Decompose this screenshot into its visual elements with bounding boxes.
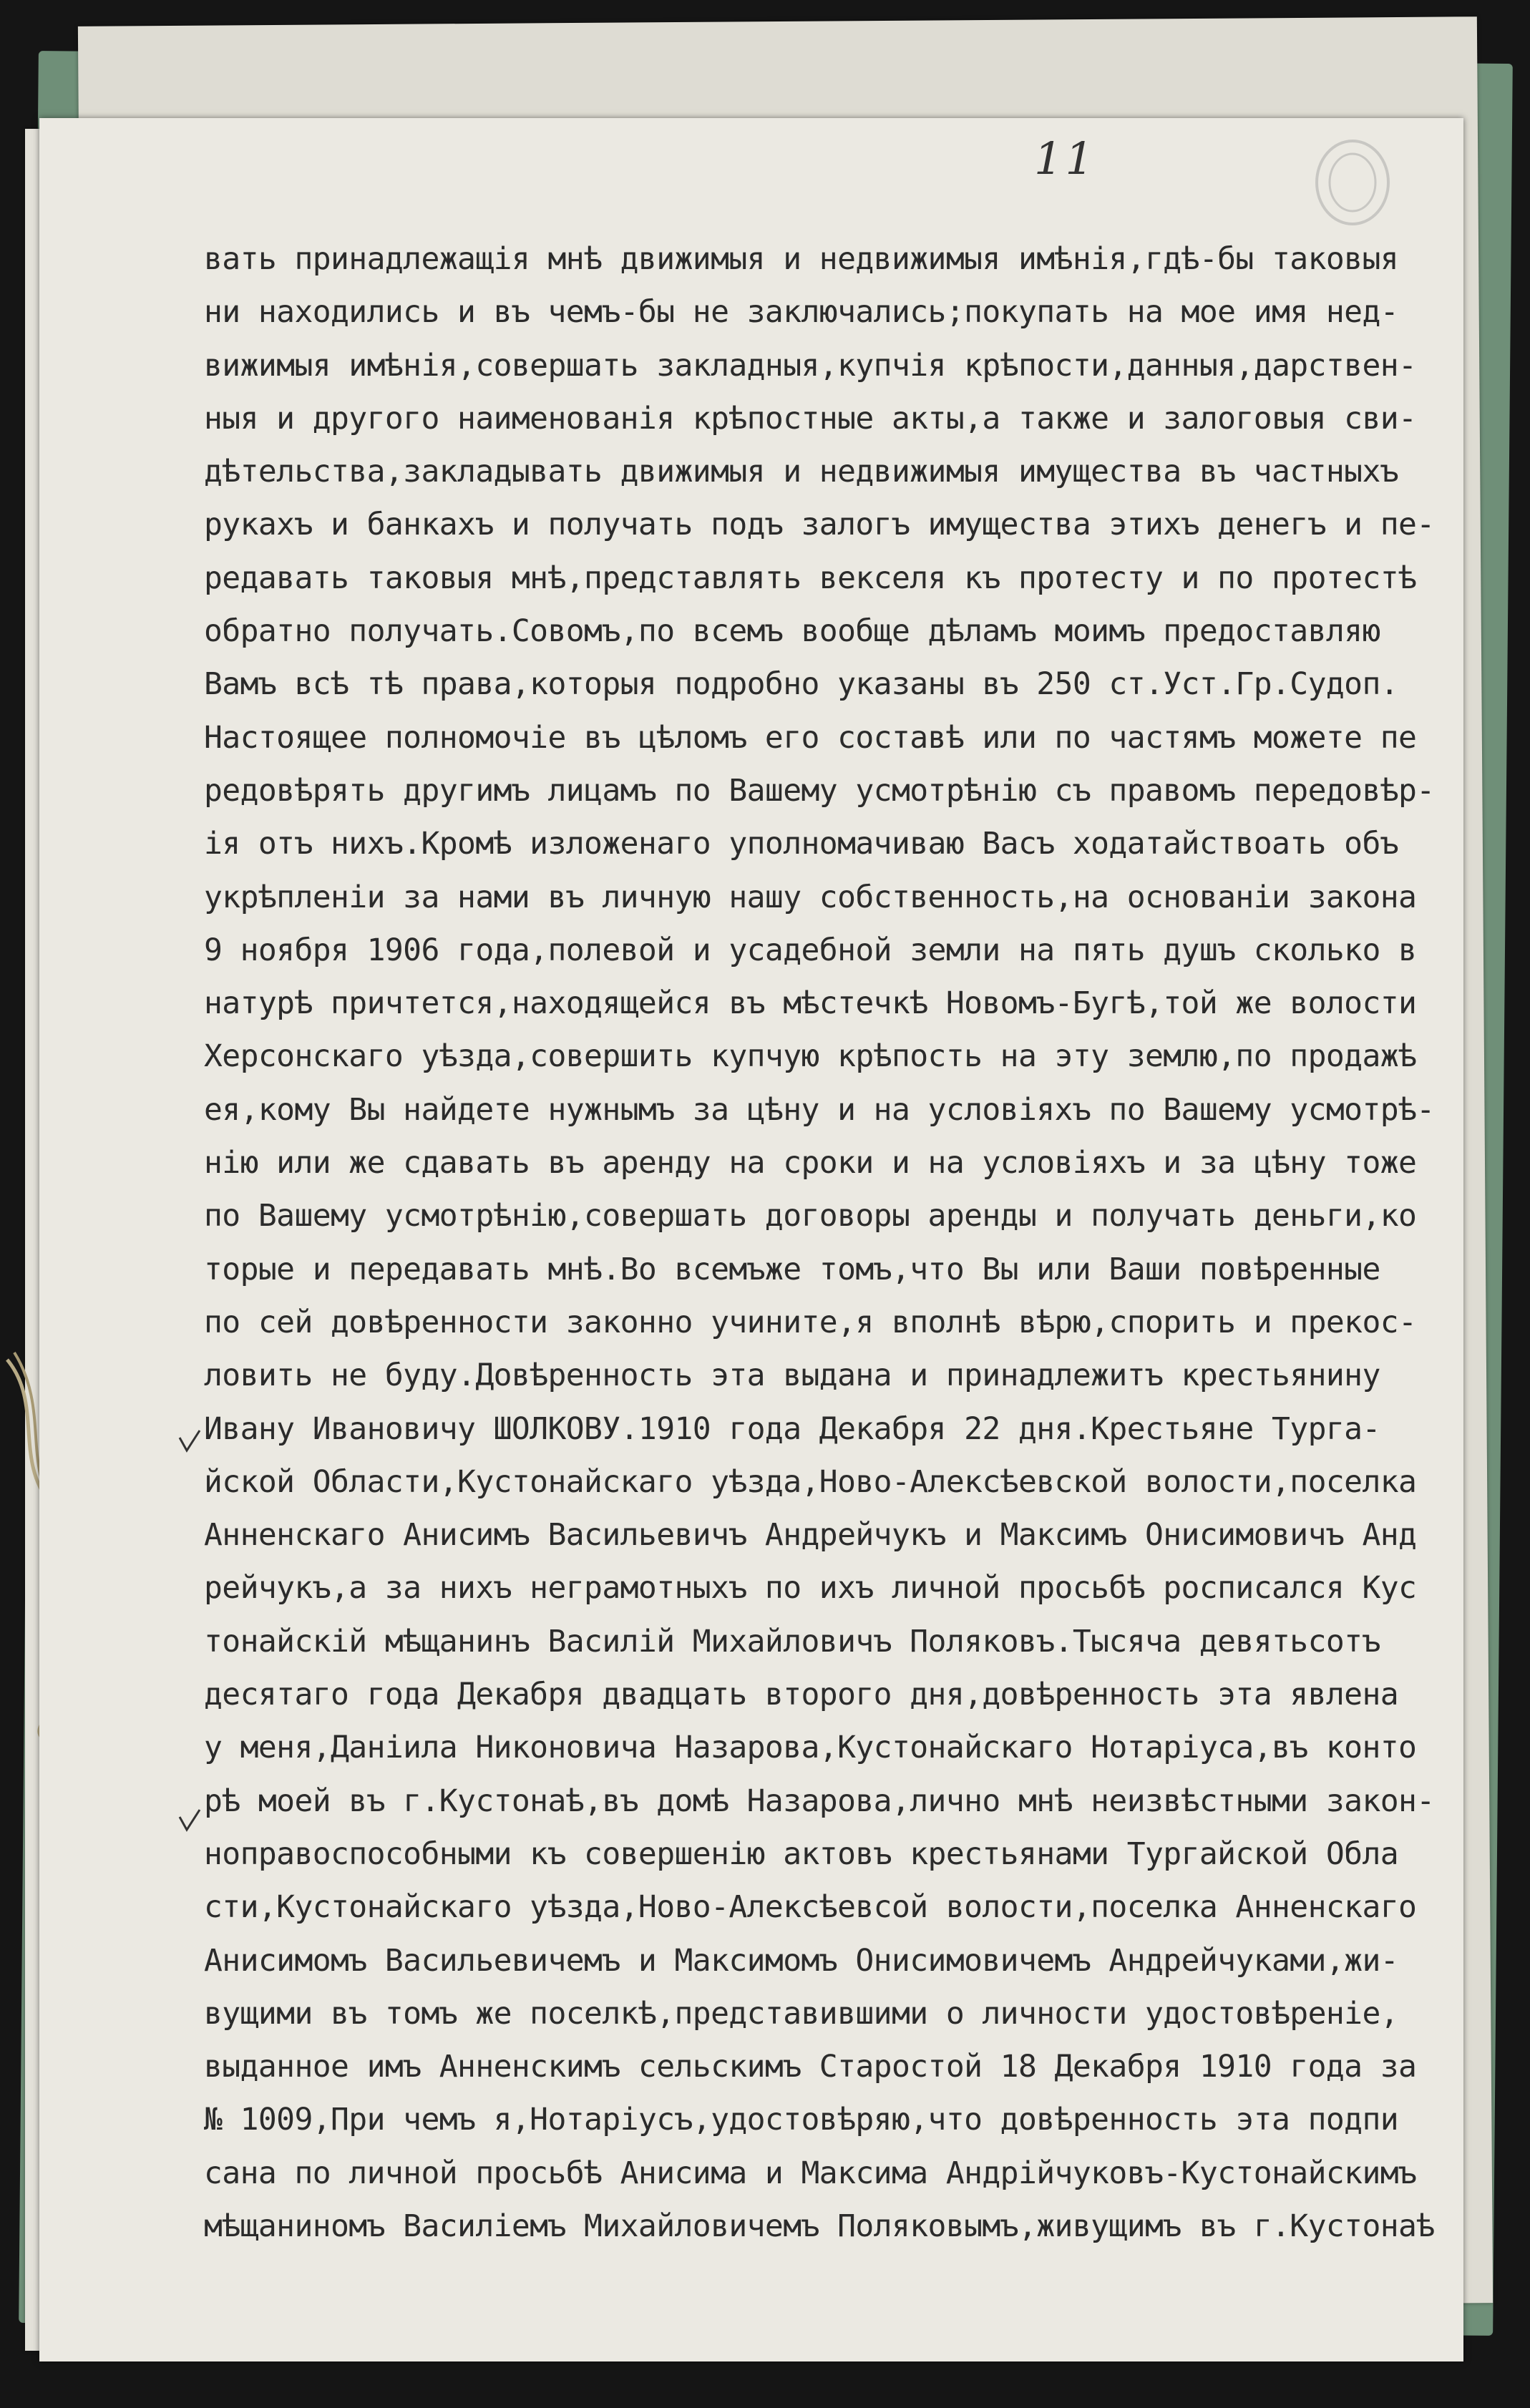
text-line: торые и передавать мнѣ.Во всемъже томъ,что Вы или Ваши повѣренные	[204, 1251, 1380, 1287]
text-line: обратно получать.Совомъ,по всемъ вообще дѣламъ моимъ предоставляю	[204, 613, 1380, 650]
text-line: Ивану Ивановичу ШОЛКОВУ.1910 года Декабря 22 дня.Крестьяне Турга-	[204, 1410, 1380, 1447]
text-line: Анисимомъ Васильевичемъ и Максимомъ Онисимовичемъ Андрейчуками,жи-	[204, 1942, 1399, 1979]
text-line: Херсонскаго уѣзда,совершить купчую крѣпость на эту землю,по продажѣ	[204, 1038, 1417, 1075]
text-line: ія отъ нихъ.Кромѣ изложенаго уполномачиваю Васъ ходатайствоать объ	[204, 826, 1399, 862]
text-line: дѣтельства,закладывать движимыя и недвижимыя имущества въ частныхъ	[204, 454, 1399, 490]
text-line: натурѣ причтется,находящейся въ мѣстечкѣ Новомъ-Бугѣ,той же волости	[204, 985, 1417, 1022]
margin-checkmark	[175, 1428, 204, 1456]
text-line: редавать таковыя мнѣ,представлять векселя къ протесту и по протестѣ	[204, 560, 1417, 596]
text-line: мѣщаниномъ Василіемъ Михайловичемъ Поляковымъ,живущимъ въ г.Кустонаѣ	[204, 2208, 1435, 2244]
text-line: нію или же сдавать въ аренду на сроки и на условіяхъ и за цѣну тоже	[204, 1145, 1417, 1181]
text-line: вущими въ томъ же поселкѣ,представившими о личности удостовѣреніе,	[204, 1995, 1399, 2032]
text-line: ея,кому Вы найдете нужнымъ за цѣну и на условіяхъ по Вашему усмотрѣ-	[204, 1091, 1435, 1128]
text-line: выданное имъ Анненскимъ сельскимъ Старостой 18 Декабря 1910 года за	[204, 2049, 1417, 2085]
text-line: вать принадлежащія мнѣ движимыя и недвижимыя имѣнія,гдѣ-бы таковыя	[204, 241, 1399, 277]
text-line: по Вашему усмотрѣнію,совершать договоры аренды и получать деньги,ко	[204, 1198, 1417, 1234]
document-body	[204, 233, 1435, 2253]
text-line: рукахъ и банкахъ и получать подъ залогъ имущества этихъ денегъ и пе-	[204, 507, 1435, 543]
text-line: Анненскаго Анисимъ Васильевичъ Андрейчукъ и Максимъ Онисимовичъ Анд	[204, 1517, 1417, 1554]
text-line: сти,Кустонайскаго уѣзда,Ново-Алексѣевсой волости,поселка Анненскаго	[204, 1889, 1417, 1926]
text-line: рѣ моей въ г.Кустонаѣ,въ домѣ Назарова,лично мнѣ неизвѣстными закон-	[204, 1783, 1435, 1819]
text-line: сана по личной просьбѣ Анисима и Максима Андрійчуковъ-Кустонайскимъ	[204, 2155, 1417, 2191]
text-line: десятаго года Декабря двадцать второго дня,довѣренность эта явлена	[204, 1677, 1399, 1713]
archive-stamp	[1310, 136, 1395, 229]
text-line: тонайскій мѣщанинъ Василій Михайловичъ Поляковъ.Тысяча девятьсотъ	[204, 1623, 1380, 1659]
folio-number: 11	[1034, 132, 1096, 185]
text-line: ныя и другого наименованія крѣпостные акты,а также и залоговыя сви-	[204, 400, 1417, 437]
text-line: ноправоспособными къ совершенію актовъ крестьянами Тургайской Обла	[204, 1836, 1399, 1872]
text-line: ловить не буду.Довѣренность эта выдана и принадлежитъ крестьянину	[204, 1357, 1380, 1394]
text-line: Настоящее полномочіе въ цѣломъ его составѣ или по частямъ можете пе	[204, 719, 1417, 756]
text-line: йской Области,Кустонайскаго уѣзда,Ново-Алексѣевской волости,поселка	[204, 1463, 1417, 1500]
text-line: вижимыя имѣнія,совершать закладныя,купчія крѣпости,данныя,дарствен-	[204, 347, 1417, 384]
text-line: № 1009,При чемъ я,Нотаріусъ,удостовѣряю,что довѣренность эта подпи	[204, 2102, 1399, 2138]
text-line: 9 ноября 1906 года,полевой и усадебной земли на пять душъ сколько в	[204, 932, 1417, 968]
text-line: Вамъ всѣ тѣ права,которыя подробно указаны въ 250 ст.Уст.Гр.Судоп.	[204, 666, 1399, 703]
text-line: рейчукъ,а за нихъ неграмотныхъ по ихъ личной просьбѣ росписался Кус	[204, 1570, 1417, 1607]
text-line: укрѣпленіи за нами въ личную нашу собственность,на основаніи закона	[204, 879, 1417, 915]
text-line: редовѣрять другимъ лицамъ по Вашему усмотрѣнію съ правомъ передовѣр-	[204, 772, 1435, 809]
margin-checkmark	[175, 1807, 204, 1836]
text-line: у меня,Даніила Никоновича Назарова,Кустонайскаго Нотаріуса,въ конто	[204, 1730, 1417, 1766]
text-line: по сей довѣренности законно учините,я вполнѣ вѣрю,спорить и прекос-	[204, 1304, 1417, 1340]
text-line: ни находились и въ чемъ-бы не заключались;покупать на мое имя нед-	[204, 294, 1399, 331]
